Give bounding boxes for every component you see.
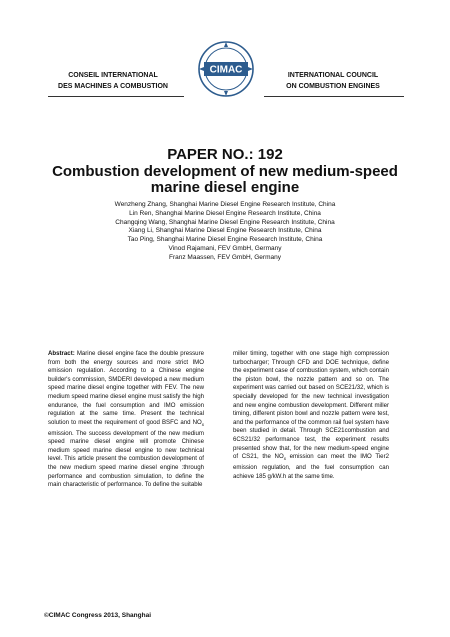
abstract-text-left-b: emission. The success development of the new medium speed marine diesel engine will promote Chinese medium speed marine diesel engine to new technical level. This article present the combustion development of the new medium speed marine diesel engine :through performance and combustion simulation, to define the main characteristic of performance. To define the suitable [48,429,204,489]
author-line: Xiang Li, Shanghai Marine Diesel Engine Research Institute, China [128,227,322,235]
nox-subscript: x [201,421,204,427]
header-left-line2: DES MACHINES A COMBUSTION [58,83,168,90]
paper-number: PAPER NO.: 192 [167,146,283,163]
author-line: Franz Maassen, FEV GmbH, Germany [169,253,281,261]
header-right-line1: INTERNATIONAL COUNCIL [287,72,379,79]
paper-title: Combustion development of new medium-speed marine diesel engine [52,163,398,196]
footer-copyright: ©CIMAC Congress 2013, Shanghai [44,612,152,619]
author-line: Changqing Wang, Shanghai Marine Diesel Engine Research Institute, China [115,218,335,226]
author-line: Tao Ping, Shanghai Marine Diesel Engine Research Institute, China [127,236,323,244]
author-list [40,201,410,263]
header-right-rule [264,96,404,97]
author-line: Vinod Rajamani, FEV GmbH, Germany [168,244,282,252]
author-line: Lin Ren, Shanghai Marine Diesel Engine Research Institute, China [129,209,321,217]
abstract-text-right-a: miller timing, together with one stage high compression turbocharger; Through CFD and DOE technique, define the experiment case of combustion system, which contain the piston bowl, the nozzle pattern and so on. The experiment was carried out based on SCE21/32, which is specially developed for the new technical investigation and new engine combustion development. Different miller timing, different piston bowl and nozzle pattern were test, and the performance of the common rail fuel system have been studied in detail. Through SCE21combustion and 6CS21/32 performance test, the experiment results presented show that, for the new medium-speed engine of CS21, the NO [233,350,389,461]
author-line: Wenzheng Zhang, Shanghai Marine Diesel Engine Research Institute, China [114,201,336,208]
cimac-logo [195,38,257,100]
header-left-line1: CONSEIL INTERNATIONAL [68,72,158,79]
abstract-text-right-b: emission can meet the IMO Tier2 emission regulation, and the fuel consumption can achieve 185 g/kW.h at the same time. [233,453,389,480]
header-right-line2: ON COMBUSTION ENGINES [286,83,380,90]
nox-subscript: x [283,456,286,462]
abstract-column-left [48,350,204,490]
header-left [48,70,178,92]
abstract-text-left-a: Marine diesel engine face the double pressure from both the energy sources and more strict IMO emission regulation. According to a Chinese engine builder's commission, SMDERI developed a new medium speed marine diesel engine together with FEV. The new medium speed marine diesel engine must satisfy the high endurance, the fuel consumption and IMO emission regulation at the same time. Present the technical solution to meet the requirement of good BSFC and NO [48,350,204,426]
header-right [268,70,398,92]
abstract-label: Abstract: [48,350,75,357]
abstract-column-right [233,350,389,481]
logo-text: CIMAC [209,64,243,76]
header-left-rule [48,96,184,97]
